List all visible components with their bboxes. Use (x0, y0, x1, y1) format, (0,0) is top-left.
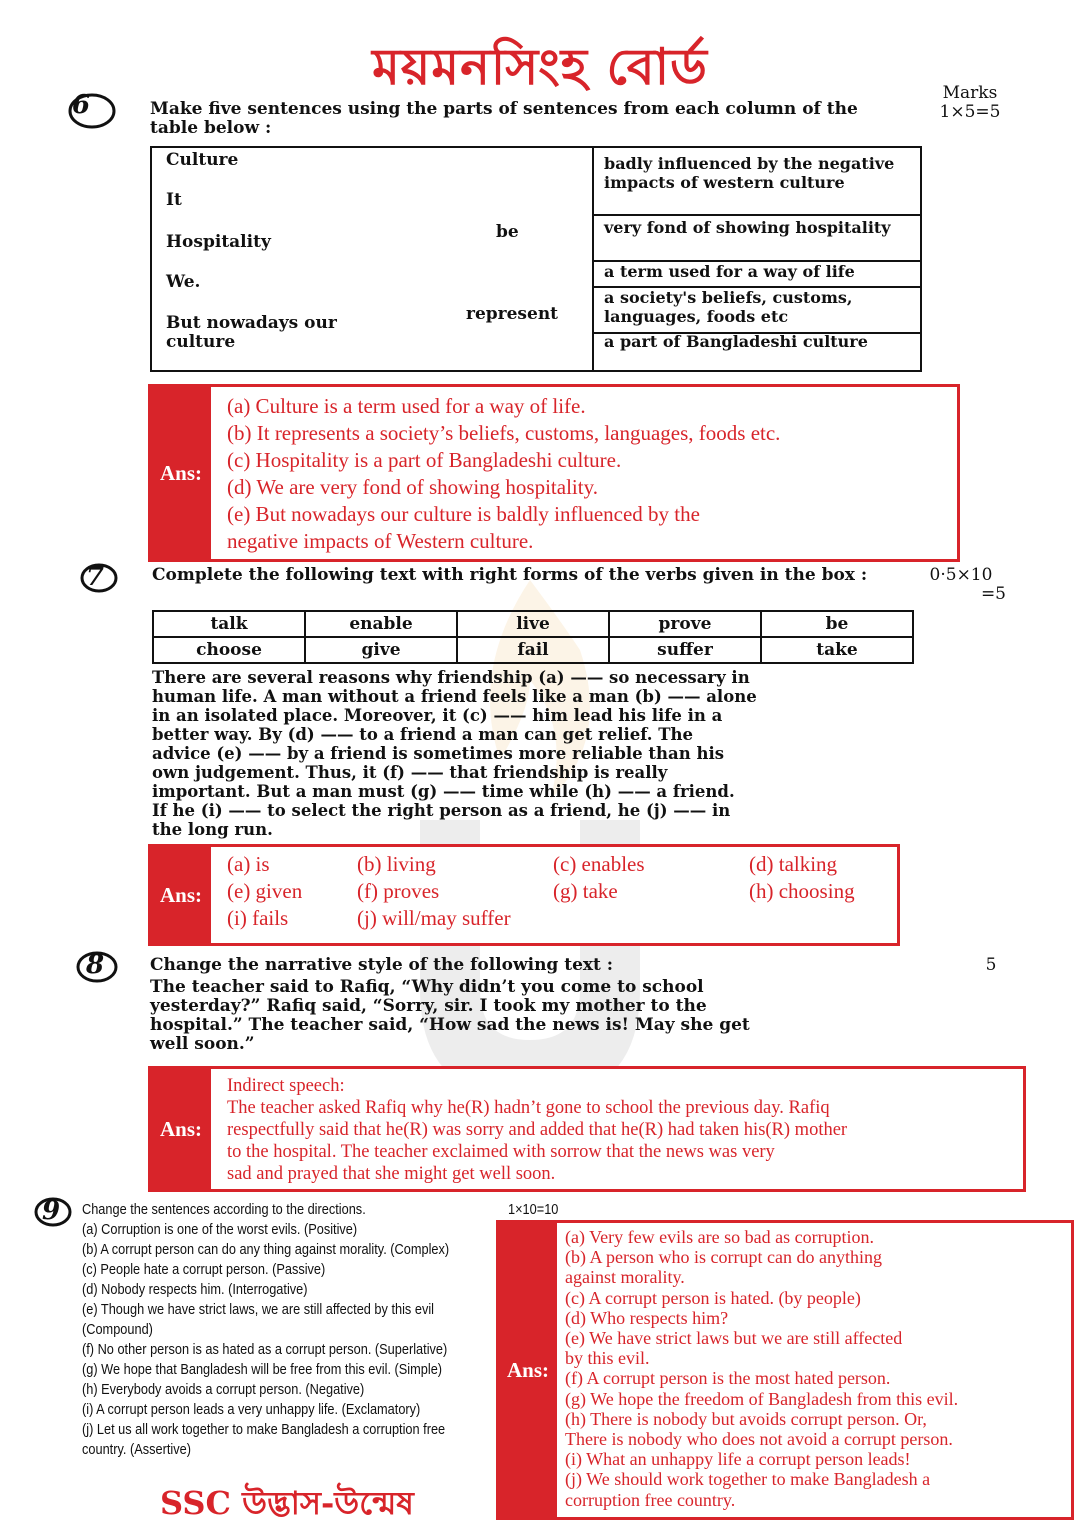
circle-mark-icon (74, 950, 120, 984)
ans-label: Ans: (499, 1223, 557, 1517)
ans-label: Ans: (151, 847, 211, 943)
answer-line: (h) There is nobody but avoids corrupt person. Or, (565, 1408, 927, 1429)
passage-line: important. But a man must (g) —— time while (h) —— a friend. (152, 782, 735, 801)
answer-line: (d) We are very fond of showing hospitality. (227, 475, 598, 499)
col3-item: a society's beliefs, customs, languages, foods etc (604, 288, 853, 326)
circle-mark-icon (78, 562, 120, 594)
direction-item: (f) No other person is as hated as a corrupt person. (Superlative) (82, 1342, 448, 1358)
q2-prompt: Complete the following text with right forms of the verbs given in the box : (152, 565, 868, 585)
circle-mark-icon (66, 92, 118, 130)
q1-prompt: Make five sentences using the parts of sentences from each column of the table below : (150, 99, 858, 138)
q1-answer-box (148, 384, 960, 562)
direction-item: (Compound) (82, 1322, 153, 1338)
q2-passage (152, 668, 912, 839)
answer-line: (a) Culture is a term used for a way of life. (227, 394, 586, 418)
answer-line: by this evil. (565, 1348, 650, 1369)
verb-cell: live (457, 611, 609, 637)
answer-line: (a) Very few evils are so bad as corruption. (565, 1227, 875, 1247)
direction-item: (b) A corrupt person can do any thing against morality. (Complex) (82, 1242, 450, 1258)
marks-q3: 5 (985, 955, 997, 975)
verb-cell: fail (457, 637, 609, 663)
col3-item: a term used for a way of life (604, 262, 855, 281)
circle-mark-icon (32, 1196, 74, 1228)
col2-item: be (496, 222, 519, 242)
q4-answer-list (565, 1227, 1071, 1510)
q3-answer-text (227, 1075, 1017, 1185)
answer-line: (b) A person who is corrupt can do anything (565, 1247, 882, 1268)
answer-line: (i) What an unhappy life a corrupt person leads! (565, 1449, 911, 1470)
passage-line: in an isolated place. Moreover, it (c) —— him lead his life in a (152, 706, 723, 725)
verb-cell: give (305, 637, 457, 663)
col3-item: badly influenced by the negative impacts of western culture (604, 154, 895, 192)
passage-line: well soon.” (150, 1034, 255, 1054)
answer-line: (d) Who respects him? (565, 1307, 729, 1328)
answer-line: (e) But nowadays our culture is baldly influenced by the (227, 502, 700, 526)
answer-h: (h) choosing (749, 879, 855, 903)
q2-answer-box (148, 844, 900, 946)
answer-heading: Indirect speech: (227, 1076, 345, 1096)
answer-line: (b) It represents a society’s beliefs, customs, languages, foods etc. (227, 421, 781, 445)
answer-d: (d) talking (749, 852, 838, 876)
direction-item: (a) Corruption is one of the worst evils. (Positive) (82, 1222, 358, 1238)
answer-line: (j) We should work together to make Bangladesh a (565, 1469, 931, 1490)
answer-line: (f) A corrupt person is the most hated person. (565, 1368, 891, 1389)
board-title: ময়মনসিংহ বোর্ড (372, 38, 708, 96)
answer-line: to the hospital. The teacher exclaimed with sorrow that the news was very (227, 1142, 775, 1162)
q3-prompt: Change the narrative style of the following text : (150, 955, 614, 975)
passage-line: hospital.” The teacher said, “How sad the news is! May she get (150, 1015, 750, 1035)
answer-line: corruption free country. (565, 1489, 736, 1510)
passage-line: The teacher said to Rafiq, “Why didn’t you come to school (150, 977, 704, 997)
verb-cell: enable (305, 611, 457, 637)
passage-line: the long run. (152, 820, 273, 839)
answer-g: (g) take (553, 879, 618, 903)
marks-value: 1×5=5 (939, 102, 1001, 122)
passage-line: better way. By (d) —— to a friend a man can get relief. The (152, 725, 694, 744)
q4-answer-box (496, 1220, 1074, 1520)
passage-line: human life. A man without a friend feels like a man (b) —— alone (152, 687, 757, 706)
answer-line: There is nobody who does not avoid a corrupt person. (565, 1429, 953, 1450)
marks-value: =5 (980, 584, 1006, 604)
q4-items (82, 1220, 504, 1460)
verb-cell: prove (609, 611, 761, 637)
question-number-8: 8 (86, 950, 105, 980)
col3-item: very fond of showing hospitality (604, 218, 891, 237)
answer-line: negative impacts of Western culture. (227, 529, 534, 553)
answer-line: respectfully said that he(R) was sorry and added that he(R) had taken his(R) mother (227, 1120, 848, 1140)
question-number-7: 7 (86, 562, 105, 592)
verb-cell: suffer (609, 637, 761, 663)
marks-q4: 1×10=10 (508, 1202, 559, 1218)
answer-line: (c) Hospitality is a part of Bangladeshi culture. (227, 448, 622, 472)
direction-item: (g) We hope that Bangladesh will be free from this evil. (Simple) (82, 1362, 443, 1378)
passage-line: If he (i) —— to select the right person as a friend, he (j) —— in (152, 801, 731, 820)
q3-passage (150, 978, 910, 1054)
direction-item: (j) Let us all work together to make Bangladesh a corruption free (82, 1422, 446, 1438)
passage-line: own judgement. Thus, it (f) —— that friendship is really (152, 763, 668, 782)
marks-value: 0·5×10 (929, 565, 993, 585)
marks-label: Marks (942, 83, 998, 103)
verb-box (152, 610, 914, 664)
question-number-9: 9 (42, 1196, 61, 1226)
direction-item: (e) Though we have strict laws, we are still affected by this evil (82, 1302, 435, 1318)
col3-item: a part of Bangladeshi culture (604, 332, 868, 351)
question-number-6: 6 (72, 90, 91, 120)
passage-line: There are several reasons why friendship (a) —— so necessary in (152, 668, 750, 687)
marks-q1 (930, 84, 1010, 122)
answer-e: (e) given (227, 879, 303, 903)
verb-cell: be (761, 611, 913, 637)
answer-line: The teacher asked Rafiq why he(R) hadn’t gone to school the previous day. Rafiq (227, 1098, 830, 1118)
direction-item: (h) Everybody avoids a corrupt person. (Negative) (82, 1382, 365, 1398)
direction-item: country. (Assertive) (82, 1442, 191, 1458)
verb-cell: choose (153, 637, 305, 663)
passage-line: advice (e) —— by a friend is sometimes more reliable than his (152, 744, 725, 763)
col1-item: It (166, 190, 182, 210)
answer-b: (b) living (357, 852, 436, 876)
answer-line: sad and prayed that she might get well soon. (227, 1164, 556, 1184)
answer-c: (c) enables (553, 852, 645, 876)
q3-answer-box (148, 1066, 1026, 1192)
col1-item: We. (166, 272, 201, 292)
marks-q2 (916, 566, 1006, 604)
answer-line: (c) A corrupt person is hated. (by people) (565, 1287, 861, 1308)
ans-label: Ans: (151, 387, 211, 559)
q4-prompt: Change the sentences according to the directions. (82, 1202, 366, 1218)
direction-item: (d) Nobody respects him. (Interrogative) (82, 1282, 308, 1298)
col1-item: But nowadays our culture (166, 313, 337, 352)
answer-a: (a) is (227, 852, 270, 876)
answer-i: (i) fails (227, 906, 289, 930)
ans-label: Ans: (151, 1069, 211, 1189)
q1-answer-list (227, 393, 957, 555)
direction-item: (c) People hate a corrupt person. (Passive) (82, 1262, 326, 1278)
col1-item: Hospitality (166, 232, 271, 252)
col1-item: Culture (166, 150, 239, 170)
verb-cell: talk (153, 611, 305, 637)
footer-logo-text: SSC উদ্ভাস-উন্মেষ (160, 1484, 414, 1522)
answer-j: (j) will/may suffer (357, 906, 511, 930)
answer-line: (g) We hope the freedom of Bangladesh from this evil. (565, 1388, 959, 1409)
answer-f: (f) proves (357, 879, 440, 903)
verb-cell: take (761, 637, 913, 663)
answer-line: (e) We have strict laws but we are still affected (565, 1328, 903, 1349)
answer-line: against morality. (565, 1267, 685, 1288)
passage-line: yesterday?” Rafiq said, “Sorry, sir. I took my mother to the (150, 996, 707, 1016)
col2-item: represent (466, 304, 559, 324)
direction-item: (i) A corrupt person leads a very unhappy life. (Exclamatory) (82, 1402, 421, 1418)
